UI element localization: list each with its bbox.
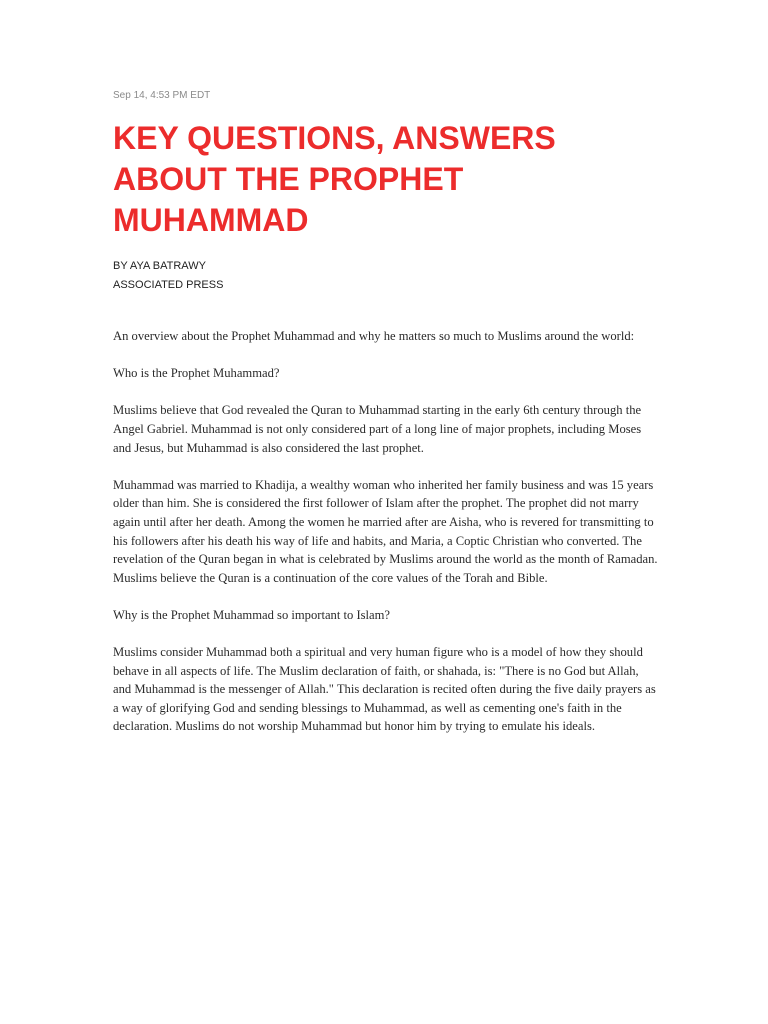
article-dateline: Sep 14, 4:53 PM EDT <box>113 90 211 101</box>
paragraph-quran-revelation: Muslims believe that God revealed the Quran to Muhammad starting in the early 6th century through the Angel Gabriel. Muhammad is not only considered part of a long line of major prophets, including Moses and Jesus, but Muhammad is also considered the last prophet. <box>113 403 642 455</box>
question-why-important: Why is the Prophet Muhammad so important to Islam? <box>113 607 391 622</box>
byline-organization: ASSOCIATED PRESS <box>113 279 224 291</box>
paragraph-marriages: Muhammad was married to Khadija, a wealthy woman who inherited her family business and was 15 years older than him. She is considered the first follower of Islam after the prophet. The prophet did not marry again until after her death. Among the women he married after are Aisha, who is revered for transmitting to his followers after his death his way of life and habits, and Maria, a Coptic Christian who converted. The revelation of the Quran began in what is celebrated by Muslims around the world as the month of Ramadan. Muslims believe the Quran is a continuation of the core values of the Torah and Bible. <box>113 477 658 585</box>
byline <box>113 257 223 295</box>
question-who-is-muhammad: Who is the Prophet Muhammad? <box>113 366 280 381</box>
paragraph-intro: An overview about the Prophet Muhammad and why he matters so much to Muslims around the world: <box>113 329 635 343</box>
paragraph-shahada: Muslims consider Muhammad both a spiritual and very human figure who is a model of how they should behave in all aspects of life. The Muslim declaration of faith, or shahada, is: "There is no God but Allah, and Muhammad is the messenger of Allah." This declaration is recited often during the five daily prayers as a way of glorifying God and sending blessings to Muhammad, as well as cementing one's faith in the declaration. Muslims do not worship Muhammad but honor him by trying to emulate his ideals. <box>113 645 656 734</box>
article-headline: KEY QUESTIONS, ANSWERS ABOUT THE PROPHET MUHAMMAD <box>113 120 556 238</box>
byline-author: BY AYA BATRAWY <box>113 260 206 272</box>
article-body <box>113 327 658 755</box>
